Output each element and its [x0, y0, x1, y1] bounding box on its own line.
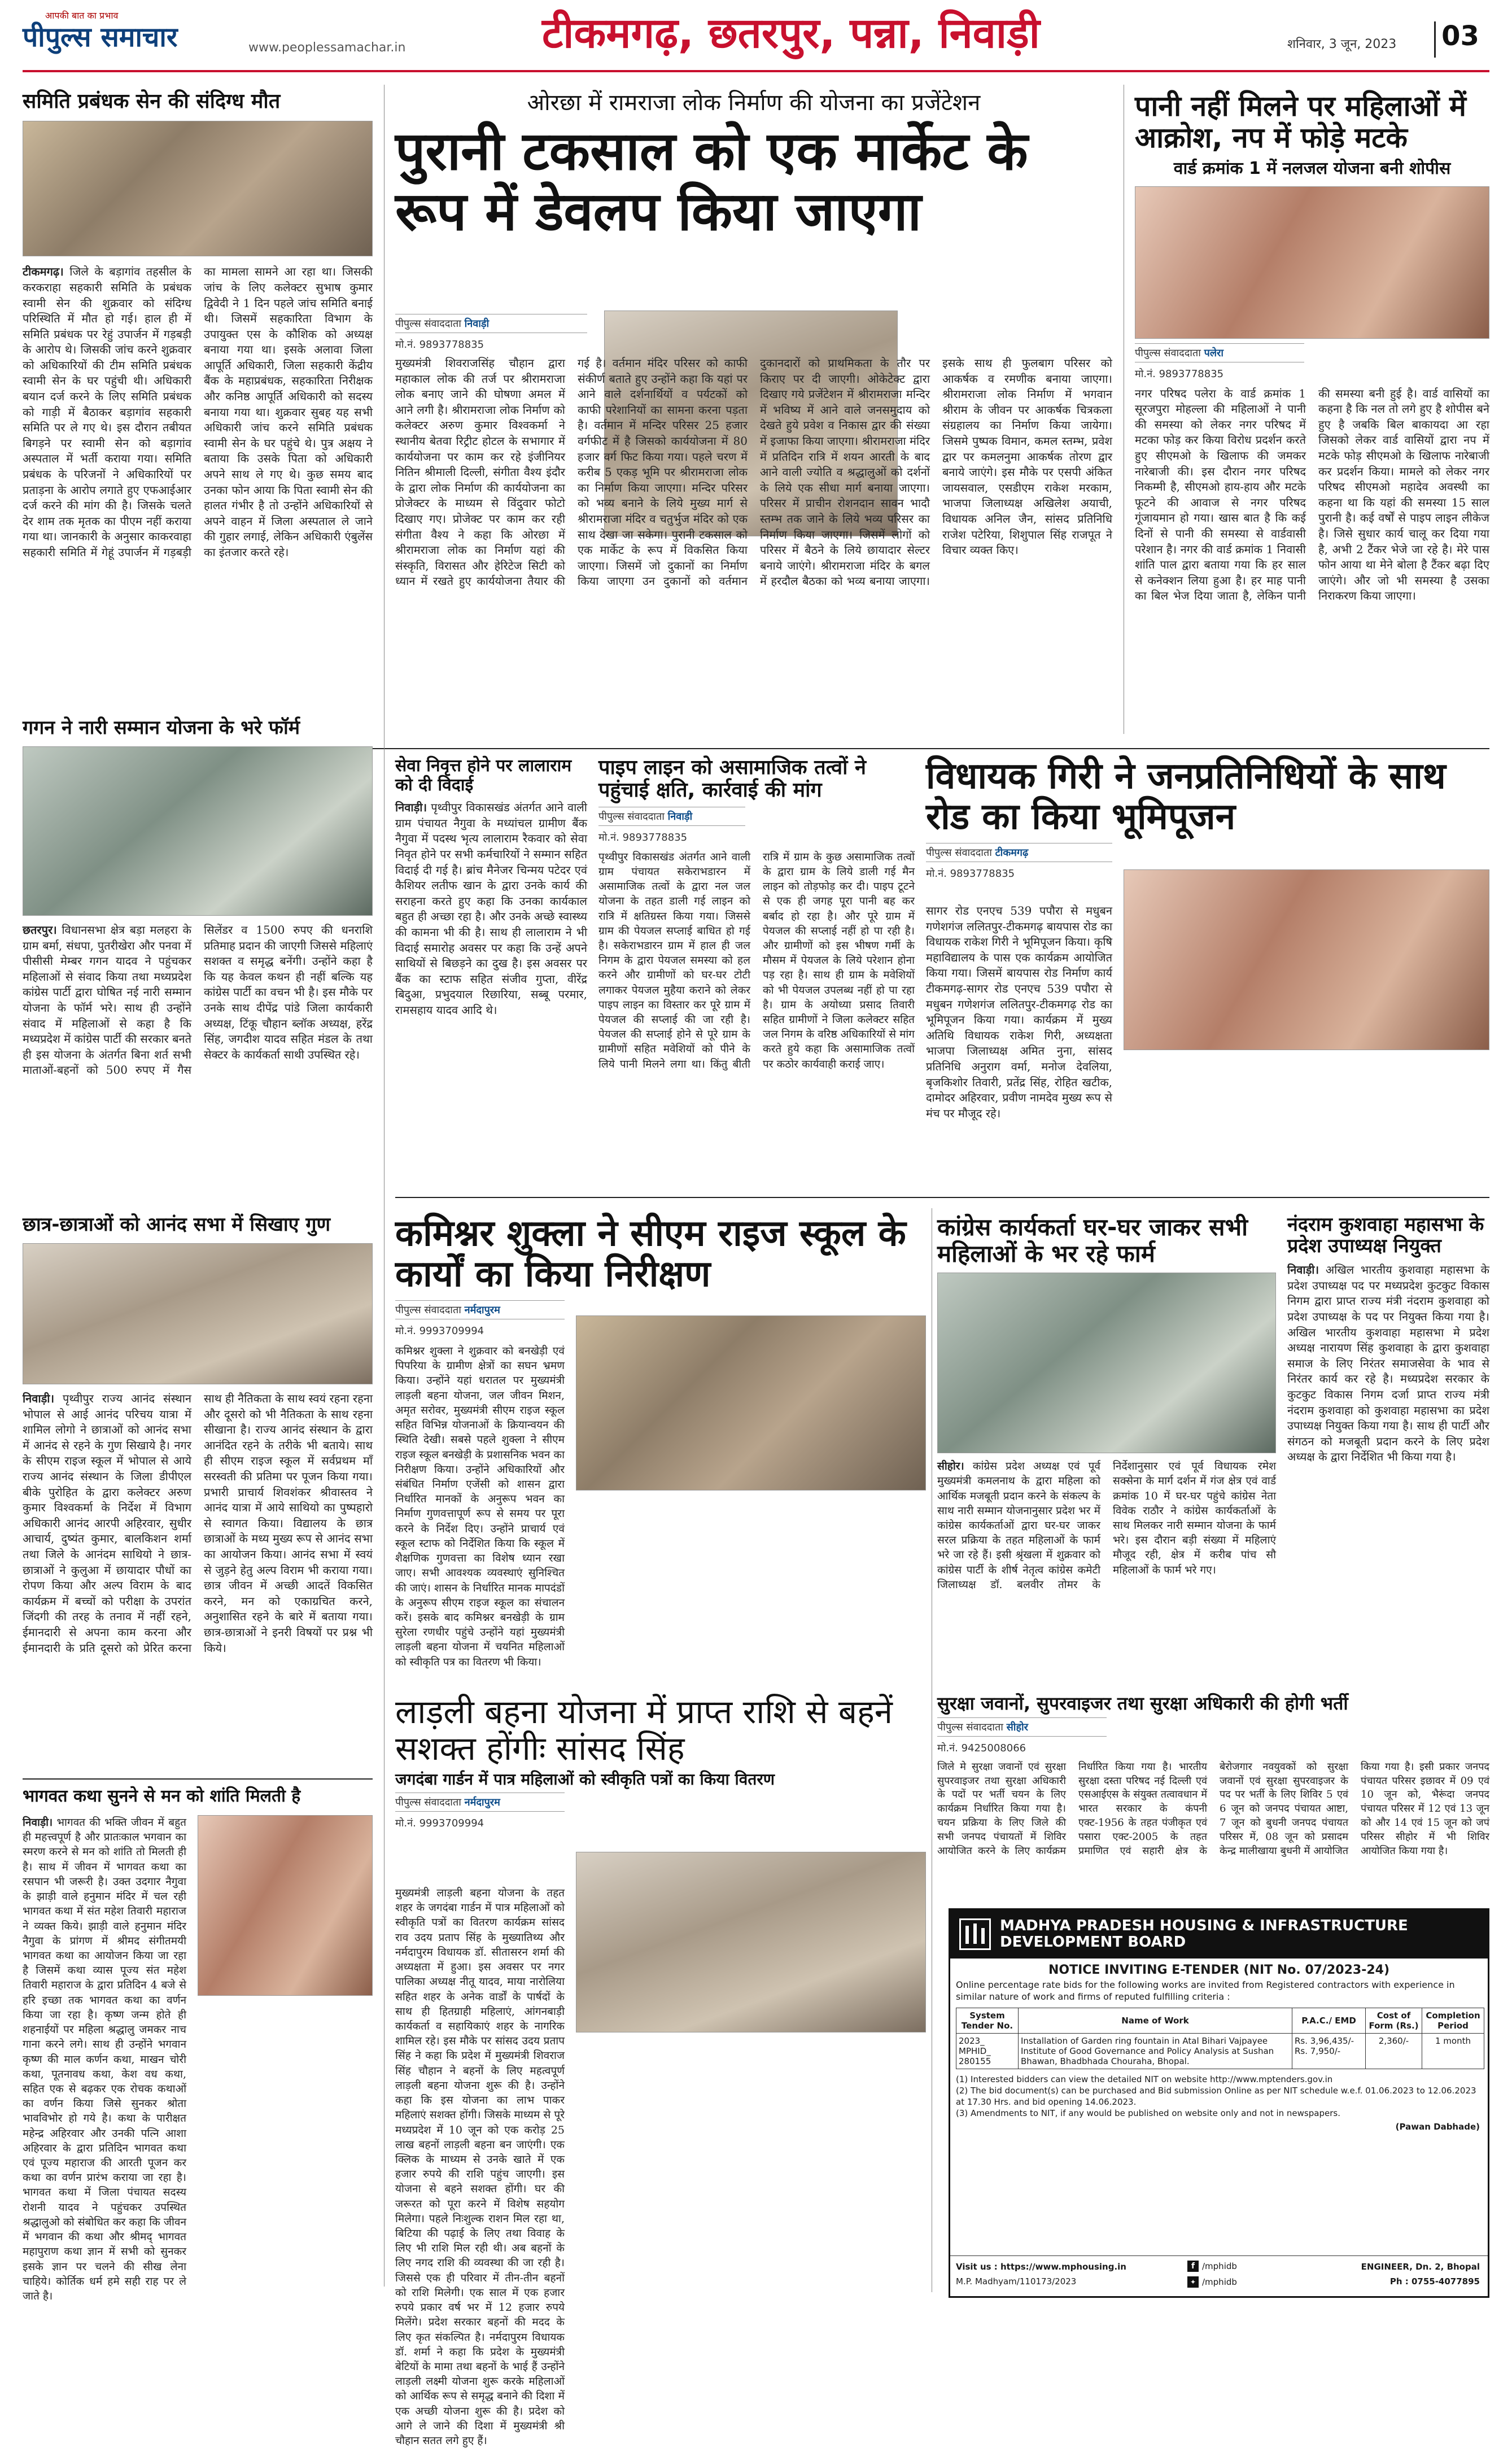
byline [937, 1717, 1107, 1737]
byline-agency: पीपुल्स संवाददाता [598, 810, 665, 823]
story-body [395, 1886, 565, 2447]
ad-note: (2) The bid document(s) can be purchased and Bid submission Online as per NIT schedule w.e.f. 01.06.2023 to 12.06.2023 at 17.30 Hrs. and bid opening 14.06.2023. [956, 2085, 1476, 2108]
byline-agency: पीपुल्स संवाददाता [395, 1796, 461, 1809]
news-photo [937, 1273, 1276, 1453]
story-commissioner-inspection [395, 1214, 926, 1688]
story-body [23, 923, 373, 1165]
story-text: विधानसभा क्षेत्र बड़ा मलहरा के ग्राम बर्मा, संधपा, पुतरीखेरा और पनवा में पीसीसी मेम्बर गगन यादव ने पहुंचकर महिलाओं से संवाद किया तथा मध्यप्रदेश कांग्रेस पार्टी द्वारा घोषित नई नारी सम्मान योजना के फॉर्म भरे। साथ ही उन्होंने संवाद में महिलाओं से कहा है कि मध्यप्रदेश में कांग्रेस पार्टी की सरकार बनते ही इस योजना के अंतर्गत बिना शर्त सभी माताओं-बहनों को 500 रुपए में गैस सिलेंडर व 1500 रुपए की धनराशि प्रतिमाह प्रदान की जाएगी जिससे महिलाएं सशक्त व समृद्ध बनेंगी। उन्होंने कहा है कि यह केवल कथन ही नहीं बल्कि यह कांग्रेस पार्टी का वचन भी है। इस मौके पर उनके साथ दीपेंद्र पांडे जिला कार्यकारी अध्यक्ष, टिंकू चौहान ब्लॉक अध्यक्ष, हरेंद्र सिंह, जगदीश यादव सहित मंडल के तथा सेक्टर के कार्यकर्ता साथी उपस्थित रहे। [23, 923, 373, 1077]
story-anand-sabha [23, 1214, 373, 1778]
dateline: निवाड़ी। [23, 1816, 53, 1829]
byline-agency: पीपुल्स संवाददाता [1135, 347, 1201, 359]
social-handle: /mphidb [1202, 2277, 1237, 2287]
byline-agency: पीपुल्स संवाददाता [395, 1304, 461, 1317]
col-header: Completion Period [1422, 2008, 1484, 2033]
byline [395, 1793, 565, 1812]
byline [395, 314, 587, 333]
ad-intro: Online percentage rate bids for the following works are invited from Registered contractors with experience in similar nature of work and firms of reputed fulfilling criteria : [956, 1979, 1455, 2002]
ad-title: NOTICE INVITING E-TENDER (NIT No. 07/2023-24) [1048, 1963, 1390, 1977]
story-body [1287, 1262, 1489, 1465]
byline [598, 807, 745, 826]
news-photo [23, 1243, 373, 1384]
story-mla-road-bhoomipujan [926, 757, 1489, 1191]
news-photo [23, 121, 373, 256]
story-text: मुख्यमंत्री शिवराजसिंह चौहान द्वारा महाकाल लोक की तर्ज पर श्रीरामराजा लोक बनाए जाने की घोषणा अमल में आने लगी है। श्रीरामराजा लोक निर्माण को कलेक्टर अरुण कुमार विश्वकर्मा ने स्थानीय बेतवा रिट्रीट होटल के सभागार में कार्ययोजना पर काम कर रहे इंजीनियर नितिन श्रीमाली दिल्ली, संगीता वैश्य इंदौर के द्वारा लोक निर्माण की कार्ययोजना का प्रोजेक्टर के माध्यम से विंदुवार फोटो दिखाए गए। प्रोजेक्ट पर काम कर रही संगीता वैश्य ने कहा कि ओरछा में श्रीरामराजा लोक का निर्माण यहां की संस्कृति, विरासत और हेरिटेज सिटी को ध्यान में रखते हुए कार्ययोजना तैयार की गई है। वर्तमान मंदिर परिसर को काफी संकीर्ण बताते हुए उन्होंने कहा कि यहां पर आने वाले दर्शनार्थियों व पर्यटकों को काफी परेशानियों का सामना करना पड़ता है। वर्तमान में मन्दिर परिसर 25 हजार वर्गफीट में है जिसको कार्ययोजना में 80 हजार वर्ग फिट किया गया। पहले चरण में करीब 5 एकड़ भूमि पर श्रीरामराजा लोक का निर्माण किया जाएगा। मन्दिर परिसर को भव्य बनाने के लिये मुख्य मार्ग से श्रीरामराजा मंदिर व चतुर्भुज मंदिर को एक साथ देखा जा सकेगा। पुरानी टकसाल को एक मार्केट के रूप में विकसित किया जाएगा। जिसमें जो दुकानों का निर्माण किया जाएगा उन दुकानों को वर्तमान दुकानदारों को प्राथमिकता के तौर पर किराए पर दी जाएगी। ओकेटेक्ट द्वारा दिखाए गये प्रजेंटेशन में श्रीरामराजा मन्दिर में भविष्य में आने वाले जनसमुदाय को देखते हुये प्रवेश व निकास द्वार की संख्या में इजाफा किया जाएगा। श्रीरामराजा मंदिर में प्रतिदिन रात्रि में शयन आरती के बाद आने वाली ज्योति व श्रद्धालुओं को दर्शनों के लिये एक सीधा मार्ग बनाया जाएगा। परिसर में प्राचीन रोशनदान सावन भादौ स्तम्भ तक जाने के लिये भव्य परिसर का निर्माण किया जाएगा। जिसमें लोगों को परिसर में बैठने के लिये छायादार सेल्टर बनाये जाएंगे। श्रीरामराजा मंदिर के बगल में हरदौल बैठका को भव्य बनाया जाएगा। इसके साथ ही फुलबाग परिसर को आकर्षक व रमणीक बनाया जाएगा। श्रीरामराजा लोक निर्माण में भगवान श्रीराम के जीवन पर आकर्षक चित्रकला संग्रहालय का निर्माण किया जायेगा। जिसमे पुष्पक विमान, कमल स्तम्भ, प्रवेश द्वार पर कमलनुमा आकर्षक तोरण द्वार बनाये जाएंगे। इस मौके पर एसपी अंकित जायसवाल, एसडीएम राकेश मरकाम, भाजपा जिलाध्यक्ष अखिलेश अयाची, विधायक अनिल जैन, सांसद प्रतिनिधि राजेश पटेरिया, शिशुपाल सिंह राजपूत ने विचार व्यक्त किए। [395, 356, 1112, 588]
katha-photo [198, 1815, 373, 1996]
distribution-photo [576, 1852, 926, 2032]
story-text: कमिश्नर शुक्ला ने शुक्रवार को बनखेड़ी एवं पिपरिया के ग्रामीण क्षेत्रों का सघन भ्रमण किया। उन्होंने यहां धरातल पर मुख्यमंत्री लाड़ली बहना योजना, जल जीवन मिशन, अमृत सरोवर, मुख्यमंत्री सीएम राइज स्कूल सहित विभिन्न योजनाओं के क्रियान्वयन की स्थिति देखी। सबसे पहले शुक्ला ने सीएम राइज स्कूल बनखेड़ी के प्रशासनिक भवन का निरीक्षण किया। उन्होंने अधिकारियों और संबंधित निर्माण एजेंसी को शासन द्वारा निर्धारित मानकों के अनुरूप भवन का निर्माण गुणवत्तापूर्ण रूप से समय पर पूरा करने के निर्देश दिए। उन्होंने प्राचार्य एवं स्कूल स्टाफ को निर्देशित किया कि स्कूल में शैक्षणिक गुणवत्ता का विशेष ध्यान रखा जाए। सभी आवश्यक व्यवस्थाएं सुनिश्चित की जाएं। शासन के निर्धारित मानक मापदंडों के अनुरूप सीएम राइज स्कूल का संचालन करें। इसके बाद कमिश्नर बनखेड़ी के ग्राम सुरेला रणधीर पहुंचे उन्होंने यहां मुख्यमंत्री लाड़ली बहना योजना में चयनित महिलाओं को स्वीकृति पत्र का वितरण भी किया। [395, 1345, 565, 1668]
story-heading: भागवत कथा सुनने से मन को शांति मिलती है [23, 1786, 301, 1806]
mobile-number: मो.नं. 9893778835 [395, 339, 484, 351]
ad-notes [950, 2074, 1488, 2119]
mobile-number: मो.नं. 9893778835 [1135, 368, 1224, 380]
story-text: पृथ्वीपुर राज्य आनंद संस्थान भोपाल से आई आनंद परिचय यात्रा में शामिल लोगो ने छात्राओं को आनंद सभा में आनंद से रहने के गुण सिखाये है। नगर के सीएम राइज स्कूल में भोपाल से आये राज्य आनंद संस्थान के जिला डीपीएल बीके पुरोहित के द्वारा कलेक्टर अरुण कुमार विश्वकर्मा के निर्देश में विभाग अधिकारी आनंद आरपी अहिरवार, सुधीर आचार्य, दुष्यंत कुमार, बालकिशन शर्मा तथा जिले के आनंदम साथियो ने छात्र-छात्राओं ने कुलुआ में छायादार पौधों का रोपण किया और अल्प विराम के बाद कार्यक्रम में बच्चों को परीक्षा के उपरांत जिंदगी की तरह के तनाव में नहीं रहने, ईमानदारी से अपना काम करना और ईमानदारी के प्रति दूसरो को प्रेरित करना साथ ही नैतिकता के साथ स्वयं रहना रहना और दूसरो को भी नैतिकता के साथ रहना सीखाना है। राज्य आनंद संस्थान के द्वारा आनंदित रहने के तरीके भी बताये। साथ ही सीएम राइज स्कूल में सर्वप्रथम माँ सरस्वती की प्रतिमा पर पूजन किया गया। प्रभारी प्राचार्य शिवशंकर श्रीवास्तव ने आनंद यात्रा में आये साथियो का पुष्पहारो से स्वागत किया। विद्यालय के छात्र छात्राओं के मध्य मुख्य रूप से आनंद सभा का आयोजन किया। आनंद सभा में स्वयं से जुड़ने हेतु अल्प विराम भी कराया गया। छात्र जीवन में अच्छी आदतें विकसित करने, मन को एकाग्रचित करने, अनुशासित रहने के बारे में बताया गया। छात्र-छात्राओं ने इनरी विषयों पर प्रश्न भी किये। [23, 1392, 373, 1655]
story-pipeline-damage [598, 757, 915, 1186]
story-body-col1 [23, 1815, 186, 2302]
story-text: भागवत की भक्ति जीवन में बहुत ही महत्त्वपूर्ण है और प्रातःकाल भगवान का स्मरण करने से मन को शांति तो मिलती ही है। साथ में जीवन में भागवत कथा का रसपान भी जरूरी है। उक्त उदगार नैगुवा के झाड़ी वाले हनुमान मंदिर में चल रही भागवत कथा में संत महेश तिवारी महाराज ने व्यक्त किये। झाड़ी वाले हनुमान मंदिर नैगुवा के प्रांगण में श्रीमद संगीतमयी भागवत कथा का आयोजन किया जा रहा है जिसमें कथा व्यास पूज्य संत महेश तिवारी महाराज के द्वारा प्रतिदिन 4 बजे से हरि इच्छा तक भागवत कथा का वर्णन किया जा रहा है। कृष्ण जन्म होते ही शहनाईयों पर महिला श्रद्धालु जमकर नाच गाना करने लगे। साथ ही उन्होंने भगवान कृष्ण की माल कर्णन कथा, माखन चोरी कथा, पूतनावध कथा, केश वध कथा, सहित एक से बढ़कर एक रोचक कथाओं का वर्णन किया जिसे सुनकर श्रोता भावविभोर हो गये है। कथा के पारीक्षत महेन्द्र अहिरवार और उनकी पत्नि आशा अहिरवार के द्वारा प्रतिदिन भागवत कथा एवं पूज्य महाराज की आरती पूजन कर कथा का वर्णन प्रारंभ कराया जा रहा है। भागवत कथा में जिला पंचायत सदस्य रोशनी यादव ने पहुंचकर उपस्थित श्रद्धालुओ को संबोधित कर कहा कि जीवन में भगवान की कथा और श्रीमद् भागवत महापुराण कथा ज्ञान में सभी को सुनकर इसके ज्ञान पर चलने की सीख लेना चाहिये। कोर्तिक धर्म हमे सही राह पर ले जाते है। [23, 1816, 186, 2302]
table-cell: 2023_ MPHID_ 280155 [956, 2033, 1019, 2069]
masthead [0, 0, 1512, 68]
dateline: सीहोर। [937, 1460, 964, 1473]
byline [1135, 343, 1304, 362]
byline-place: निवाड़ी [464, 318, 490, 330]
story-kicker: ओरछा में रामराजा लोक निर्माण की योजना का प्रजेंटेशन [527, 90, 981, 116]
story-lalaram-farewell [395, 757, 587, 1186]
ad-signatory-title: ENGINEER, Dn. 2, Bhopal [1361, 2262, 1480, 2272]
bhoomipujan-photo [1124, 869, 1489, 1050]
ad-phone: Ph : 0755-4077895 [1389, 2276, 1480, 2287]
table-cell: Rs. 3,96,435/- Rs. 7,950/- [1292, 2033, 1366, 2069]
story-heading: विधायक गिरी ने जनप्रतिनिधियों के साथ रोड का किया भूमिपूजन [926, 755, 1446, 838]
story-body [937, 1459, 1276, 1685]
twitter-icon: ✦ [1187, 2276, 1199, 2288]
inspection-photo [576, 1315, 926, 1490]
edition-title: टीकमगढ़, छतरपुर, पन्ना, निवाड़ी [542, 9, 1040, 58]
table-header-row [956, 2008, 1484, 2033]
story-body [937, 1760, 1489, 1890]
byline-place: पलेरा [1204, 347, 1224, 359]
twitter-handle[interactable] [1187, 2276, 1237, 2288]
issue-date: शनिवार, 3 जून, 2023 [1287, 37, 1397, 51]
col-header: P.A.C./ EMD [1292, 2008, 1366, 2033]
story-ladli-behna [395, 1693, 926, 2447]
masthead-rule [23, 70, 1489, 72]
logo-text: पीपुल्स समाचार [23, 21, 178, 53]
byline-place: सीहोर [1006, 1721, 1029, 1733]
story-women-water-protest [1135, 90, 1489, 745]
story-security-recruitment [937, 1694, 1489, 1886]
byline-place: नर्मदापुरम [464, 1304, 500, 1317]
story-heading: पानी नहीं मिलने पर महिलाओं में आक्रोश, नप में फोड़े मटके [1135, 90, 1466, 154]
col-header: System Tender No. [956, 2008, 1019, 2033]
story-heading: नंदराम कुशवाहा महासभा के प्रदेश उपाध्यक्ष नियुक्त [1287, 1213, 1484, 1258]
facebook-icon: f [1187, 2261, 1199, 2272]
mobile-number: मो.नं. 9893778835 [926, 868, 1015, 880]
story-body [395, 800, 587, 1018]
protest-photo [1135, 186, 1489, 339]
mphidb-logo-icon [959, 1918, 991, 1950]
mobile-number: मो.नं. 9993709994 [395, 1817, 484, 1830]
story-heading: छात्र-छात्राओं को आनंद सभा में सिखाए गुण [23, 1213, 331, 1236]
masthead-logo[interactable] [23, 10, 260, 56]
tender-table [956, 2008, 1484, 2069]
story-body [926, 903, 1112, 1186]
story-heading: कांग्रेस कार्यकर्ता घर-घर जाकर सभी महिलाओं के भर रहे फार्म [937, 1213, 1248, 1268]
byline-agency: पीपुल्स संवाददाता [926, 847, 992, 859]
story-committee-manager-death [23, 90, 373, 711]
story-heading: पुरानी टकसाल को एक मार्केट के रूप में डेवलप किया जाएगा [395, 120, 1028, 243]
story-text: पृथ्वीपुर विकासखंड अंतर्गत आने वाली ग्राम पंचायत सकेराभडारन में असामाजिक तत्वों के द्वारा नल जल योजना के तहत डाली गई लाइन को रात्रि में क्षतिग्रस्त किया गया। जिससे ग्राम की पेयजल सप्लाई बाधित हो गई है। सकेराभडारन ग्राम में हाल ही जल निगम के द्वारा पेयजल समस्या को हल करने और ग्रामीणों को घर-घर टोटी लगाकर पेयजल मुहैया कराने को लेकर पाइप लाइन का विस्तार कर पूरे ग्राम में पेयजल की सप्लाई की जा रही है। पेयजल की सप्लाई होने से पूरे ग्राम के ग्रामीणों सहित मवेशियों को पीने के लिये पानी मिलने लगा था। किंतु बीती रात्रि में ग्राम के कुछ असामाजिक तत्वों के द्वारा ग्राम के लिये डाली गई मैन लाइन को तोड़फोड़ कर दी। पाइप टूटने से एक ही जगह पूरा पानी बह कर बर्बाद हो रहा है। और पूरे ग्राम में पेयजल की सप्लाई नहीं हो पा रही है। और ग्रामीणों को इस भीषण गर्मी के मौसम में पेयजल के लिये परेशान होना पड़ रहा है। साथ ही ग्राम के मवेशियों को भी पेयजल उपलब्ध नहीं हो पा रहा है। ग्राम के अयोध्या प्रसाद तिवारी सहित ग्रामीणों ने जिला कलेक्टर सहित जल निगम के वरिष्ठ अधिकारियों से मांग करते हुये कहा कि असामाजिक तत्वों पर कठोर कार्यवाही कराई जाए। [598, 850, 915, 1070]
news-photo [23, 746, 373, 916]
story-text: नगर परिषद पलेरा के वार्ड क्रमांक 1 सूरजपुरा मोहल्ला की महिलाओं ने पानी की समस्या को लेकर नगर परिषद में मटका फोड़ कर किया विरोध प्रदर्शन करते हुए सीएमओ के खिलाफ की जमकर नारेबाजी की। इस दौरान नगर परिषद निकम्मी है, सीएमओ हाय-हाय और मटके फूटने की आवाज से नगर परिषद गूंजायमान हो गया। खास बात है कि कई दिनों से पानी की समस्या से वार्डवासी परेशान है। नगर की वार्ड क्रमांक 1 निवासी शांति पाल द्वारा बताया गया कि हर साल से कनेक्शन लिया हुआ है। हर माह पानी का बिल भेज दिया जाता है, लेकिन पानी की समस्या बनी हुई है। वार्ड वासियों का कहना है कि नल तो लगे हुए है शोपीस बने हुए है जबकि बिल बाकायदा आ रहा जिसको लेकर वार्ड वासियों द्वारा नप में मटके फोड़ सीएमओ के खिलाफ नारेबाजी कर प्रदर्शन किया। मामले को लेकर नगर परिषद सीएमओ महादेव अवस्थी का कहना था कि यहां की समस्या 15 साल पुरानी है। कई वर्षों से पाइप लाइन लीकेज है। जिसे सुधार कार्य चालू कर दिया गया है, अभी 2 टैंकर भेजे जा रहे है। मेरे पास फोन आया था मेने बोला है टैंकर बढ़ा दिए जाएंगे। और जो भी समस्या है उसका निराकरण किया जाएगा। [1135, 386, 1489, 603]
story-congress-forms [937, 1214, 1276, 1688]
dateline: छतरपुर। [23, 923, 57, 937]
byline-place: निवाड़ी [667, 810, 693, 823]
story-body [23, 1391, 373, 1781]
ad-note[interactable]: (1) Interested bidders can view the detailed NIT on website http://www.mptenders.gov.in [956, 2074, 1333, 2084]
ad-website[interactable]: Visit us : https://www.mphousing.in [956, 2262, 1126, 2272]
mobile-number: मो.नं. 9893778835 [598, 831, 688, 843]
story-heading: गगन ने नारी सम्मान योजना के भरे फॉर्म [23, 716, 300, 739]
story-text: अखिल भारतीय कुशवाहा महासभा के प्रदेश उपाध्यक्ष पद पर मध्यप्रदेश कुटकुट विकास निगम द्वारा प्राप्त राज्य मंत्री नंदराम कुशवाहा को प्रदेश उपाध्यक्ष के पद पर नियुक्त किया गया है। अखिल भारतीय कुशवाहा महासभा मे प्रदेश अध्यक्ष नारायण सिंह कुशवाहा के द्वारा कुशवाहा समाज के लिए निरंतर समाजसेवा के भाव से निरंतर कार्य कर रहे है। मध्यप्रदेश सरकार के कुटकुट विकास निगम दर्जा प्राप्त राज्य मंत्री नंदराम कुशवाहा को कुशवाहा महासभा का प्रदेश उपाध्यक्ष नियुक्त किया गया है। साथ ही पार्टी और संगठन को मजबूती प्रदान करने के लिए प्रदेश अध्यक्ष के द्वारा निर्देशित भी किया गया है। [1287, 1263, 1489, 1464]
row-divider [395, 1197, 1489, 1198]
social-handle: /mphidb [1202, 2261, 1237, 2271]
ad-footer [950, 2255, 1488, 2296]
ad-org-name: MADHYA PRADESH HOUSING & INFRASTRUCTURE DEVELOPMENT BOARD [1000, 1917, 1408, 1951]
table-cell: Installation of Garden ring fountain in Atal Bihari Vajpayee Institute of Good Governance and Policy Analysis at Sushan Bhawan, Bhadbhada Chouraha, Bhopal. [1019, 2033, 1292, 2069]
story-body [395, 356, 1112, 723]
dateline: निवाड़ी। [395, 801, 427, 815]
byline-place: नर्मदापुरम [464, 1796, 500, 1809]
website-link[interactable]: www.peoplessamachar.in [248, 41, 406, 55]
story-text: मुख्यमंत्री लाड़ली बहना योजना के तहत शहर के जगदंबा गार्डन में पात्र महिलाओं को स्वीकृति पत्रों का वितरण कार्यक्रम सांसद राव उदय प्रताप सिंह के मुख्यातिथ्य और नर्मदापुरम विधायक डॉ. सीतासरन शर्मा की अध्यक्षता में हुआ। इस अवसर पर नगर पालिका अध्यक्ष नीतू यादव, माया नारोलिया सहित शहर के अनेक वार्डों के पार्षदों के साथ ही हितग्राही महिलाएं, आंगनबाड़ी कार्यकर्ता व सहायिकाएं शहर के नागरिक शामिल रहे। इस मौके पर सांसद उदय प्रताप सिंह ने कहा कि प्रदेश में मुख्यमंत्री शिवराज सिंह चौहान ने बहनों के लिए महत्वपूर्ण लाड़ली बहना योजना शुरू की है। उन्होंने कहा कि इस योजना का लाभ पाकर महिलाएं सशक्त होंगी। जिसके माध्यम से पूरे मध्यप्रदेश में 10 जून को एक करोड़ 25 लाख बहनों लाड़ली बहना बन जाएंगी। एक क्लिक के माध्यम से उनके खाते में एक हजार रुपये की राशि पहुंच जाएगी। इस योजना से बहने सशक्त होंगी। घर की जरूरत को पूरा करने में विशेष सहयोग मिलेगा। पहले निःशुल्क राशन मिल रहा था, बिटिया की पढ़ाई के लिए तथा विवाह के लिए भी राशि मिल रही थी। अब बहनों के लिए नगद राशि की व्यवस्था की जा रही है। जिससे एक ही परिवार में तीन-तीन बहनों को राशि मिलेगी। एक साल में एक हजार रुपये प्रकार वर्ष भर में 12 हजार रुपये मिलेंगे। प्रदेश सरकार बहनों की मदद के लिए कृत संकल्पित है। नर्मदापुरम विधायक डॉ. शर्मा ने कहा कि प्रदेश के मुख्यमंत्री बेटियों के मामा तथा बहनों के भाई हैं उन्होंने लाड़ली लक्ष्मी योजना शुरू करके महिलाओं को आर्थिक रूप से समृद्ध बनाने की दिशा में एक अच्छी योजना शुरू की है। प्रदेश को आगे ले जाने की दिशा में मुख्यमंत्री श्री चौहान सतत लगे हुए हैं। [395, 1887, 565, 2447]
story-body [598, 850, 915, 1166]
story-text: जिले मे सुरक्षा जवानों एवं सुरक्षा सुपरवाइजर तथा सुरक्षा अधिकारी के पदों पर भर्ती चयन के लिए कार्यक्रम निर्धारित किया गया है। चयन प्रक्रिया के लिए जिले की सभी जनपद पंचायतों में शिविर आयोजित करने के लिए कार्यक्रम निर्धारित किया गया है। भारतीय सुरक्षा दस्ता परिषद नई दिल्ली एवं एसआईएस के संयुक्त तत्वावधान में भारत सरकार के कंपनी एक्ट-1956 के तहत पंजीकृत एवं पसारा एक्ट-2005 के तहत प्रमाणित एवं सहारी क्षेत्र के बेरोजगार नवयुवकों को सुरक्षा जवानों एवं सुरक्षा सुपरवाइजर के पद पर भर्ती के लिए शिविर 5 एवं 6 जून को जनपद पंचायत आष्टा, 7 जून को बुधनी जनपद पंचायत परिसर में, 08 जून को प्रसादम केन्द्र मालीखाया बुधनी में आयोजित किया गया है। इसी प्रकार जनपद पंचायत परिसर इछावर में 09 एवं 10 जून को, भैरूंदा जनपद पंचायत परिसर में 12 एवं 13 जून को और 14 एवं 15 जून को जपं परिसर सीहोर में भी शिविर आयोजित किया गया है। [937, 1760, 1489, 1857]
dateline: निवाड़ी। [1287, 1263, 1319, 1277]
story-old-mint-market [395, 90, 1112, 728]
row-divider [23, 1778, 373, 1780]
ad-note: (3) Amendments to NIT, if any would be published on website only and not in newspapers. [956, 2108, 1340, 2119]
byline [926, 843, 1112, 862]
ad-madhyam: M.P. Madhyam/110173/2023 [956, 2276, 1077, 2287]
dateline: टीकमगढ़। [23, 265, 64, 279]
tender-advertisement [949, 1908, 1489, 2298]
story-text: कांग्रेस प्रदेश अध्यक्ष एवं पूर्व मुख्यमंत्री कमलनाथ के द्वारा महिला को आर्थिक मजबूती प्रदान करने के संकल्प के साथ नारी सम्मान योजनानुसार प्रदेश भर में कांग्रेस कार्यकर्ताओं द्वारा घर-घर जाकर सरल प्रक्रिया के तहत महिलाओं के फार्म भरे जा रहे हैं। इसी श्रृंखला में शुक्रवार को कांग्रेस पार्टी के शीर्ष नेतृत्व कांग्रेस कमेटी जिलाध्यक्ष डॉ. बलवीर तोमर के निर्देशानुसार एवं पूर्व विधायक रमेश सक्सेना के मार्ग दर्शन में गंज क्षेत्र एवं वार्ड क्रमांक 10 में घर-घर पहुंचे कांग्रेस नेता विवेक राठौर ने कांग्रेस कार्यकर्ताओं के साथ मिलकर नारी सम्मान योजना के फार्म भरे। इस दौरान बड़ी संख्या में महिलाएं मौजूद रही, क्षेत्र में करीब पांच सौ महिलाओं के फार्म भरे गए। [937, 1460, 1276, 1591]
table-cell: 2,360/- [1366, 2033, 1422, 2069]
story-heading: सेवा निवृत्त होने पर लालाराम को दी विदाई [395, 756, 572, 795]
ad-signatory-name: (Pawan Dabhade) [1395, 2121, 1480, 2132]
story-nandram-appointed [1287, 1214, 1489, 1688]
story-heading: सुरक्षा जवानों, सुपरवाइजर तथा सुरक्षा अधिकारी की होगी भर्ती [937, 1693, 1348, 1714]
col-header: Name of Work [1019, 2008, 1292, 2033]
mobile-number: मो.नं. 9425008066 [937, 1742, 1026, 1754]
story-text: जिले के बड़ागांव तहसील के करकराहा सहकारी समिति के प्रबंधक स्वामी सेन की शुक्रवार को संदिग्ध परिस्थिति में मौत हो गई। हाल ही में समिति प्रबंधक पर रेहुं उपार्जन में गड़बड़ी के आरोप थे। जिसकी जांच करने शुक्रवार को अधिकारियों की टीम समिति प्रबंधक स्वामी सेन के घर पहुंची थी। अधिकारी बयान दर्ज करने के लिए समिति प्रबंधक को गाड़ी में बैठाकर बड़ागांव सहकारी समिति पर ले गए थे। इस दौरान तबीयत बिगड़ने पर स्वामी सेन को बड़ागांव अस्पताल में भर्ती कराया गया। समिति प्रबंधक के परिजनों ने अधिकारियों पर प्रताड़ना के आरोप लगाते हुए एफआईआर दर्ज करने की मांग की है। जिसके चलते देर शाम तक मृतक का पीएम नहीं कराया गया था। जानकारी के अनुसार काकरवाहा सहकारी समिति में गेहूं उपार्जन में गड़बड़ी का मामला सामने आ रहा था। जिसकी जांच के लिए कलेक्टर सुभाष कुमार द्विवेदी ने 1 दिन पहले जांच समिति बनाई थी। जिसमें सहकारिता विभाग के उपायुक्त एस के कौशिक को अध्यक्ष बनाया गया था। इसके अलावा जिला आपूर्ति अधिकारी, जिला सहकारी केंद्रीय बैंक के महाप्रबंधक, सहकारिता निरीक्षक और कनिष्ठ आपूर्ति अधिकारी को सदस्य बनाया गया था। शुक्रवार सुबह यह सभी अधिकारी जांच करने समिति प्रबंधक स्वामी सेन के घर पहुंचे थे। पुत्र अक्षय ने बताया कि उसके पिता को अधिकारी अपने साथ ले गए थे। कुछ समय बाद उनका फोन आया कि पिता स्वामी सेन की हालत गंभीर है तो उन्होंने अधिकारियों से अपने वाहन में जिला अस्पताल ले जाने की गुहार लगाई, लेकिन अधिकारी एंबुलेंस का इंतजार करते रहे। [23, 265, 373, 559]
dateline: निवाड़ी। [23, 1392, 55, 1406]
story-text: पृथ्वीपुर विकासखंड अंतर्गत आने वाली ग्राम पंचायत नैगुवा के मध्यांचल ग्रामीण बैंक नैगुवा में पदस्थ भृत्य लालाराम रैकवार को सेवा निवृत होने पर सभी कर्मचारियों ने सम्मान सहित विदाई दी गई है। ब्रांच मैनेजर चिन्मय पटेदर एवं कैशियर लतीफ खान के द्वारा उनके कार्य की सराहना करते हुए कहा कि उनका कार्यकाल बहुत ही अच्छा रहा है। और उनके अच्छे स्वास्थ्य की कामना भी की है। साथ ही लालाराम ने भी विदाई समारोह अवसर पर कहा कि उन्हें अपने साथियों से बिछड़ने का दुख है। इस अवसर पर बैंक का स्टाफ सहित संजीव गुप्ता, वीरेंद्र बिदुआ, प्रभुदयाल रिछारिया, सब्बू परमार, रामसहाय यादव आदि थे। [395, 801, 587, 1017]
byline-place: टीकमगढ़ [995, 847, 1029, 859]
story-text: सागर रोड एनएच 539 पपौरा से मधुबन गणेशगंज ललितपुर-टीकमगढ़ बायपास रोड का विधायक राकेश गिरी ने भूमिपूजन किया। कृषि महाविद्यालय के पास एक कार्यक्रम आयोजित किया गया। जिसमें बायपास रोड निर्माण कार्य टीकमगढ़-सागर रोड एनएच 539 पपौरा से मधुबन गणेशगंज ललितपुर-टीकमगढ़ रोड का भूमिपूजन किया गया। कार्यक्रम में मुख्य अतिथि विधायक राकेश गिरी, अध्यक्षता भाजपा जिलाध्यक्ष अमित नुना, सांसद प्रतिनिधि अनुराग वर्मा, मनोज देवलिया, बृजकिशोर तिवारी, प्रतेंद्र सिंह, रोहित खटीक, दामोदर अहिरवार, प्रवीण नामदेव मुख्य रूप से मंच पर मौजूद रहे। [926, 904, 1112, 1120]
table-cell: 1 month [1422, 2033, 1484, 2069]
byline-agency: पीपुल्स संवाददाता [395, 318, 461, 330]
story-heading: पाइप लाइन को असामाजिक तत्वों ने पहुंचाई क्षति, कार्रवाई की मांग [598, 756, 867, 802]
logo-tagline: आपकी बात का प्रभाव [45, 10, 119, 21]
story-gagan-forms [23, 717, 373, 1203]
table-row [956, 2033, 1484, 2069]
story-meta [395, 311, 587, 357]
story-subheading: वार्ड क्रमांक 1 में नलजल योजना बनी शोपीस [1173, 159, 1451, 178]
ad-header [950, 1910, 1488, 1959]
byline-agency: पीपुल्स संवाददाता [937, 1721, 1003, 1733]
story-bhagwat-katha [23, 1786, 373, 2302]
mobile-number: मो.नं. 9993709994 [395, 1325, 484, 1337]
story-body [23, 264, 373, 710]
story-heading: कमिश्नर शुक्ला ने सीएम राइज स्कूल के कार्यों का किया निरीक्षण [395, 1213, 906, 1295]
story-body [1135, 386, 1489, 702]
story-body [395, 1344, 565, 1677]
page-number: 03 [1434, 21, 1485, 58]
byline [395, 1300, 565, 1319]
story-heading: समिति प्रबंधक सेन की संदिग्ध मौत [23, 90, 281, 113]
col-header: Cost of Form (Rs.) [1366, 2008, 1422, 2033]
facebook-handle[interactable] [1187, 2261, 1237, 2272]
story-subheading: जगदंबा गार्डन में पात्र महिलाओं को स्वीकृति पत्रों का किया वितरण [395, 1769, 775, 1789]
story-heading: लाड़ली बहना योजना में प्राप्त राशि से बहनें सशक्त होंगीः सांसद सिंह [395, 1693, 893, 1768]
